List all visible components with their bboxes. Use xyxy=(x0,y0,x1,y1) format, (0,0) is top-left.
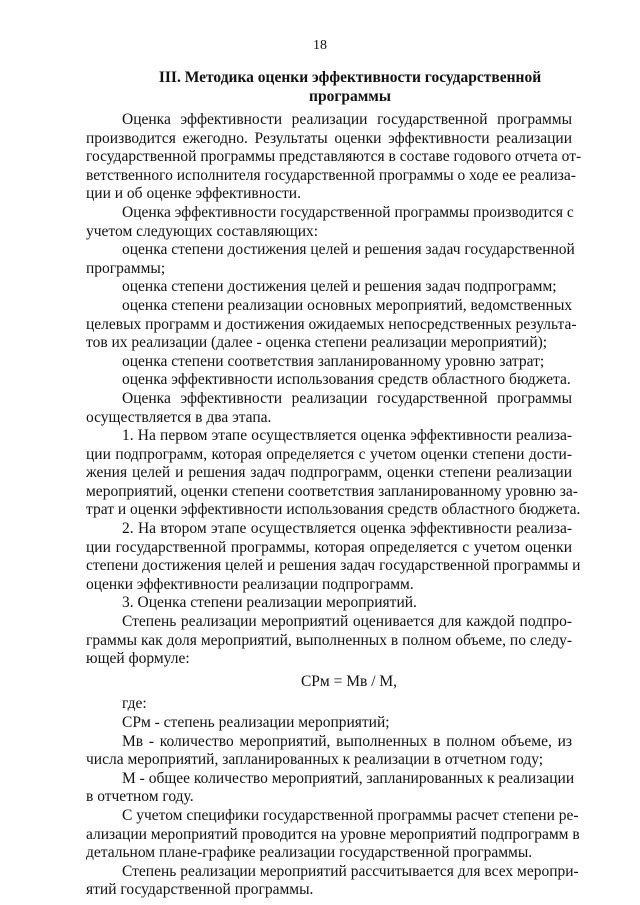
paragraph xyxy=(86,733,572,770)
paragraph-line: осуществляется в два этапа. xyxy=(86,408,272,426)
paragraph-line: производится ежегодно. Результаты оценки эффективности реализации xyxy=(86,129,572,147)
paragraph-line: числа мероприятий, запланированных к реализации в отчетном году; xyxy=(86,751,544,769)
paragraph-line: 1. На первом этапе осуществляется оценка эффективности реализа- xyxy=(122,427,572,445)
paragraph xyxy=(86,111,582,204)
formula: СРм = Мв / М, xyxy=(300,672,398,690)
paragraph-line: СРм - степень реализации мероприятий; xyxy=(122,714,390,731)
document-body xyxy=(86,111,582,900)
paragraph xyxy=(86,390,572,427)
paragraph-line: 2. На втором этапе осуществляется оценка эффективности реализа- xyxy=(122,520,572,538)
paragraph-line: ятий государственной программы. xyxy=(86,881,314,899)
paragraph-line: ции и об оценке эффективности. xyxy=(86,185,301,203)
paragraph-line: детальном плане-графике реализации государственной программы. xyxy=(86,844,533,862)
paragraph-line: Оценка эффективности реализации государственной программы xyxy=(122,111,572,128)
paragraph xyxy=(86,862,579,900)
section-heading xyxy=(120,68,580,106)
paragraph-line: оценка степени соответствия запланированному уровню затрат; xyxy=(122,352,545,370)
paragraph xyxy=(86,427,581,520)
paragraph-line: ветственного исполнителя государственной программы о ходе ее реализа- xyxy=(86,166,576,184)
paragraph xyxy=(86,241,575,278)
paragraph xyxy=(86,296,577,353)
paragraph-line: Оценка эффективности государственной программы производится с xyxy=(122,203,574,221)
paragraph-line: граммы как доля мероприятий, выполненных в полном объеме, по следу- xyxy=(86,631,572,649)
paragraph xyxy=(86,278,572,297)
paragraph-line: Оценка эффективности реализации государственной программы xyxy=(122,389,572,407)
paragraph-line: 3. Оценка степени реализации мероприятий. xyxy=(122,594,417,612)
paragraph-line: оценка степени реализации основных мероприятий, ведомственных xyxy=(122,296,573,314)
paragraph-line: оценка эффективности использования средств областного бюджета. xyxy=(122,371,571,389)
paragraph-line: оценка степени достижения целей и решения задач государственной xyxy=(122,241,575,259)
paragraphs-after-formula xyxy=(86,695,580,900)
paragraph-line: ции подпрограмм, которая определяется с учетом оценки степени дости- xyxy=(86,445,572,463)
paragraph xyxy=(86,806,580,863)
paragraph-line: Степень реализации мероприятий оценивается для каждой подпро- xyxy=(122,613,572,631)
paragraph-line: учетом следующих составляющих: xyxy=(86,222,319,240)
paragraph-line: программы; xyxy=(86,259,166,277)
paragraph-line: мероприятий, оценки степени соответствия запланированному уровню за- xyxy=(86,482,578,500)
paragraph-line: ющей формуле: xyxy=(86,650,190,668)
paragraph xyxy=(86,353,572,372)
paragraph-line: трат и оценки эффективности использования средств областного бюджета. xyxy=(86,501,581,519)
paragraph xyxy=(86,769,575,807)
paragraph-line: Мв - количество мероприятий, выполненных в полном объеме, из xyxy=(122,732,572,750)
section-heading-line-1: III. Методика оценки эффективности государственной xyxy=(158,69,542,86)
paragraph xyxy=(86,204,572,241)
paragraphs-before-formula xyxy=(86,111,582,669)
paragraph-line: степени достижения целей и решения задач государственной программы и xyxy=(86,557,581,575)
paragraph-line: оценки эффективности реализации подпрограмм. xyxy=(86,575,414,593)
paragraph-line: тов их реализации (далее - оценка степени реализации мероприятий); xyxy=(86,334,548,352)
paragraph-line: ализации мероприятий проводится на уровне мероприятий подпрограмм в xyxy=(86,825,580,843)
paragraph-line: государственной программы представляются в составе годового отчета от- xyxy=(86,148,582,166)
paragraph-line: жения целей и решения задач подпрограмм, оценки степени реализации xyxy=(86,464,572,482)
paragraph-line: ции государственной программы, которая определяется с учетом оценки xyxy=(86,538,572,556)
page-number: 18 xyxy=(313,38,327,53)
paragraph xyxy=(86,714,572,733)
paragraph xyxy=(86,594,572,613)
paragraph-line: С учетом специфики государственной программы расчет степени ре- xyxy=(122,806,579,824)
paragraph-line: М - общее количество мероприятий, запланированных к реализации xyxy=(122,769,575,787)
paragraph-line: где: xyxy=(122,695,147,713)
paragraph-line: оценка степени достижения целей и решения задач подпрограмм; xyxy=(122,278,557,296)
paragraph xyxy=(86,520,581,594)
paragraph-line: целевых программ и достижения ожидаемых непосредственных результа- xyxy=(86,315,577,333)
paragraph-line: Степень реализации мероприятий рассчитывается для всех меропри- xyxy=(122,862,579,880)
paragraph-line: в отчетном году. xyxy=(86,788,194,806)
paragraph xyxy=(86,613,572,669)
section-heading-line-2: программы xyxy=(309,88,391,105)
paragraph xyxy=(86,371,572,390)
paragraph xyxy=(86,695,572,714)
